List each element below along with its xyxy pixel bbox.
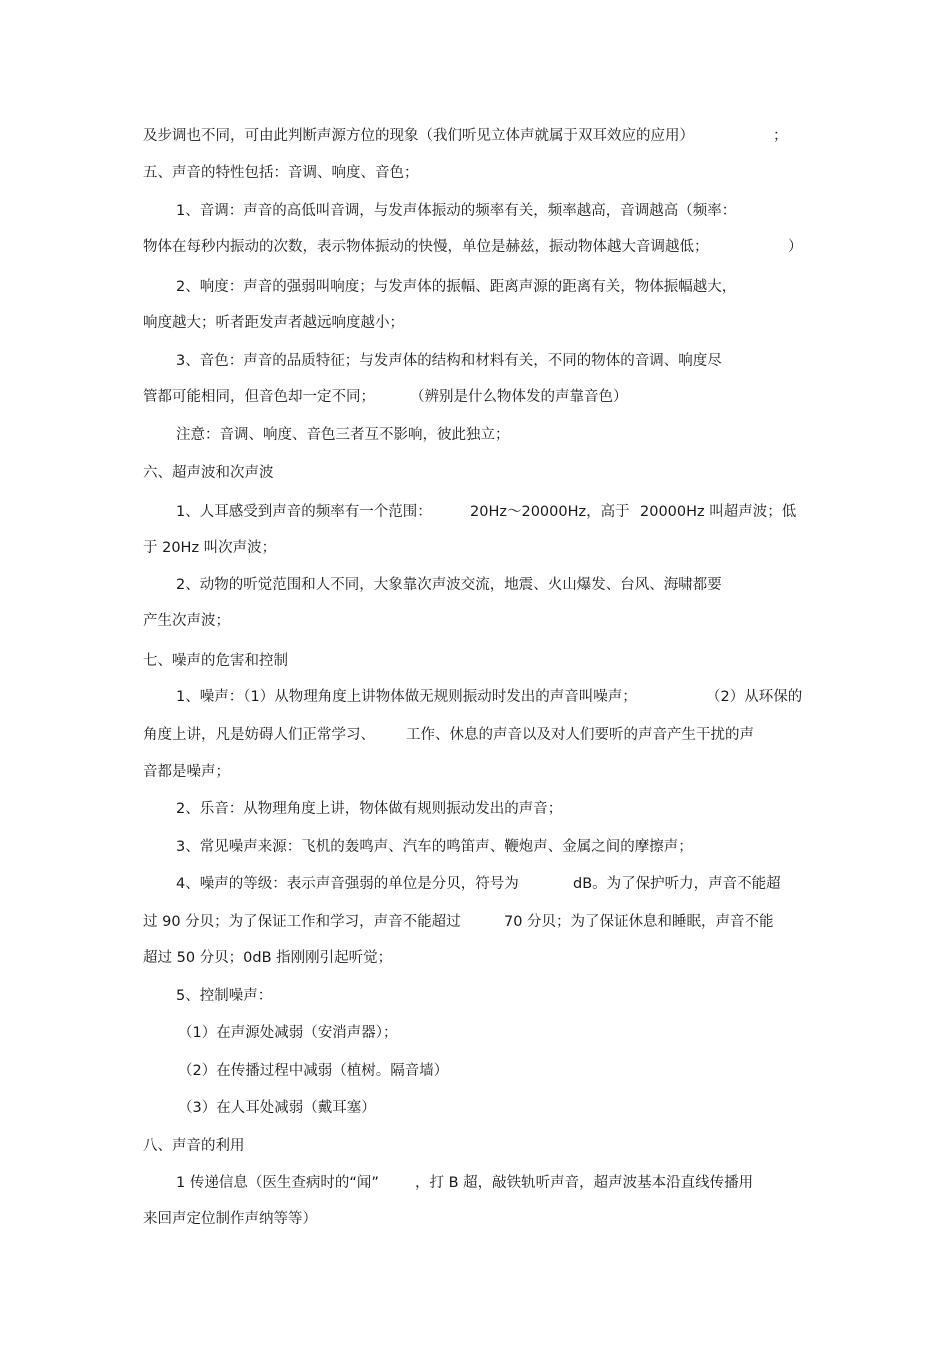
paragraph-line-end: ） xyxy=(788,239,803,255)
paragraph-line: 3、音色：声音的品质特征；与发声体的结构和材料有关，不同的物体的音调、响度尽 xyxy=(176,353,722,369)
list-item: （3）在人耳处减弱（戴耳塞） xyxy=(178,1100,376,1116)
paragraph-line: 响度越大；听者距发声者越远响度越小； xyxy=(143,315,404,331)
paragraph-line: 1、音调：声音的高低叫音调，与发声体振动的频率有关，频率越高，音调越高（频率： xyxy=(176,203,737,219)
paragraph-line-end: dB。为了保护听力，声音不能超 xyxy=(573,876,781,892)
paragraph-line: 3、常见噪声来源：飞机的轰鸣声、汽车的鸣笛声、鞭炮声、金属之间的摩擦声； xyxy=(176,839,693,855)
section-heading: 八、声音的利用 xyxy=(143,1138,245,1154)
paragraph-line: 2、动物的听觉范围和人不同，大象靠次声波交流，地震、火山爆发、台风、海啸都要 xyxy=(176,577,722,593)
paragraph-line: 注意：音调、响度、音色三者互不影响，彼此独立； xyxy=(176,427,510,443)
list-item: （1）在声源处减弱（安消声器）； xyxy=(178,1025,398,1041)
paragraph-line-end: （2）从环保的 xyxy=(706,689,803,705)
paragraph-line: 音都是噪声； xyxy=(143,764,230,780)
paragraph-line: 管都可能相同，但音色却一定不同； xyxy=(143,389,375,405)
paragraph-line: 物体在每秒内振动的次数，表示物体振动的快慢，单位是赫兹，振动物体越大音调越低； xyxy=(143,239,709,255)
section-heading: 五、声音的特性包括：音调、响度、音色； xyxy=(143,165,419,181)
paragraph-line: 产生次声波； xyxy=(143,613,230,629)
paragraph-line-end: 工作、休息的声音以及对人们要听的声音产生干扰的声 xyxy=(406,727,754,743)
paragraph-line-end: 70 分贝；为了保证休息和睡眠，声音不能 xyxy=(504,914,774,930)
paragraph-line: 5、控制噪声： xyxy=(176,988,273,1004)
paragraph-line: 来回声定位制作声纳等等） xyxy=(143,1211,317,1227)
paragraph-line: 4、噪声的等级：表示声音强弱的单位是分贝，符号为 xyxy=(176,876,519,892)
paragraph-line-mid: 20Hz～20000Hz，高于 xyxy=(470,504,630,520)
paragraph-line-end: 20000Hz 叫超声波；低 xyxy=(640,504,797,520)
paragraph-line: 1、人耳感受到声音的频率有一个范围： xyxy=(176,504,432,520)
paragraph-line: 1 传递信息（医生查病时的“闻” xyxy=(176,1175,379,1191)
paragraph-line-end: （辨别是什么物体发的声靠音色） xyxy=(410,389,628,405)
paragraph-line: 2、乐音：从物理角度上讲，物体做有规则振动发出的声音； xyxy=(176,801,563,817)
paragraph-line: 超过 50 分贝；0dB 指刚刚引起听觉； xyxy=(143,950,393,966)
paragraph-line: 及步调也不同，可由此判断声源方位的现象（我们听见立体声就属于双耳效应的应用） xyxy=(143,128,694,144)
paragraph-line: 过 90 分贝；为了保证工作和学习，声音不能超过 xyxy=(143,914,461,930)
section-heading: 六、超声波和次声波 xyxy=(143,465,274,481)
paragraph-line: 角度上讲，凡是妨碍人们正常学习、 xyxy=(143,727,375,743)
section-heading: 七、噪声的危害和控制 xyxy=(143,653,288,669)
paragraph-line-end: ，打 B 超，敲铁轨听声音，超声波基本沿直线传播用 xyxy=(415,1175,754,1191)
paragraph-line: 1、噪声：（1）从物理角度上讲物体做无规则振动时发出的声音叫噪声； xyxy=(176,689,637,705)
paragraph-line: 2、响度：声音的强弱叫响度；与发声体的振幅、距离声源的距离有关，物体振幅越大， xyxy=(176,279,737,295)
paragraph-line: 于 20Hz 叫次声波； xyxy=(143,540,277,556)
list-item: （2）在传播过程中减弱（植树。隔音墙） xyxy=(178,1063,449,1079)
paragraph-line-end: ； xyxy=(773,128,788,144)
